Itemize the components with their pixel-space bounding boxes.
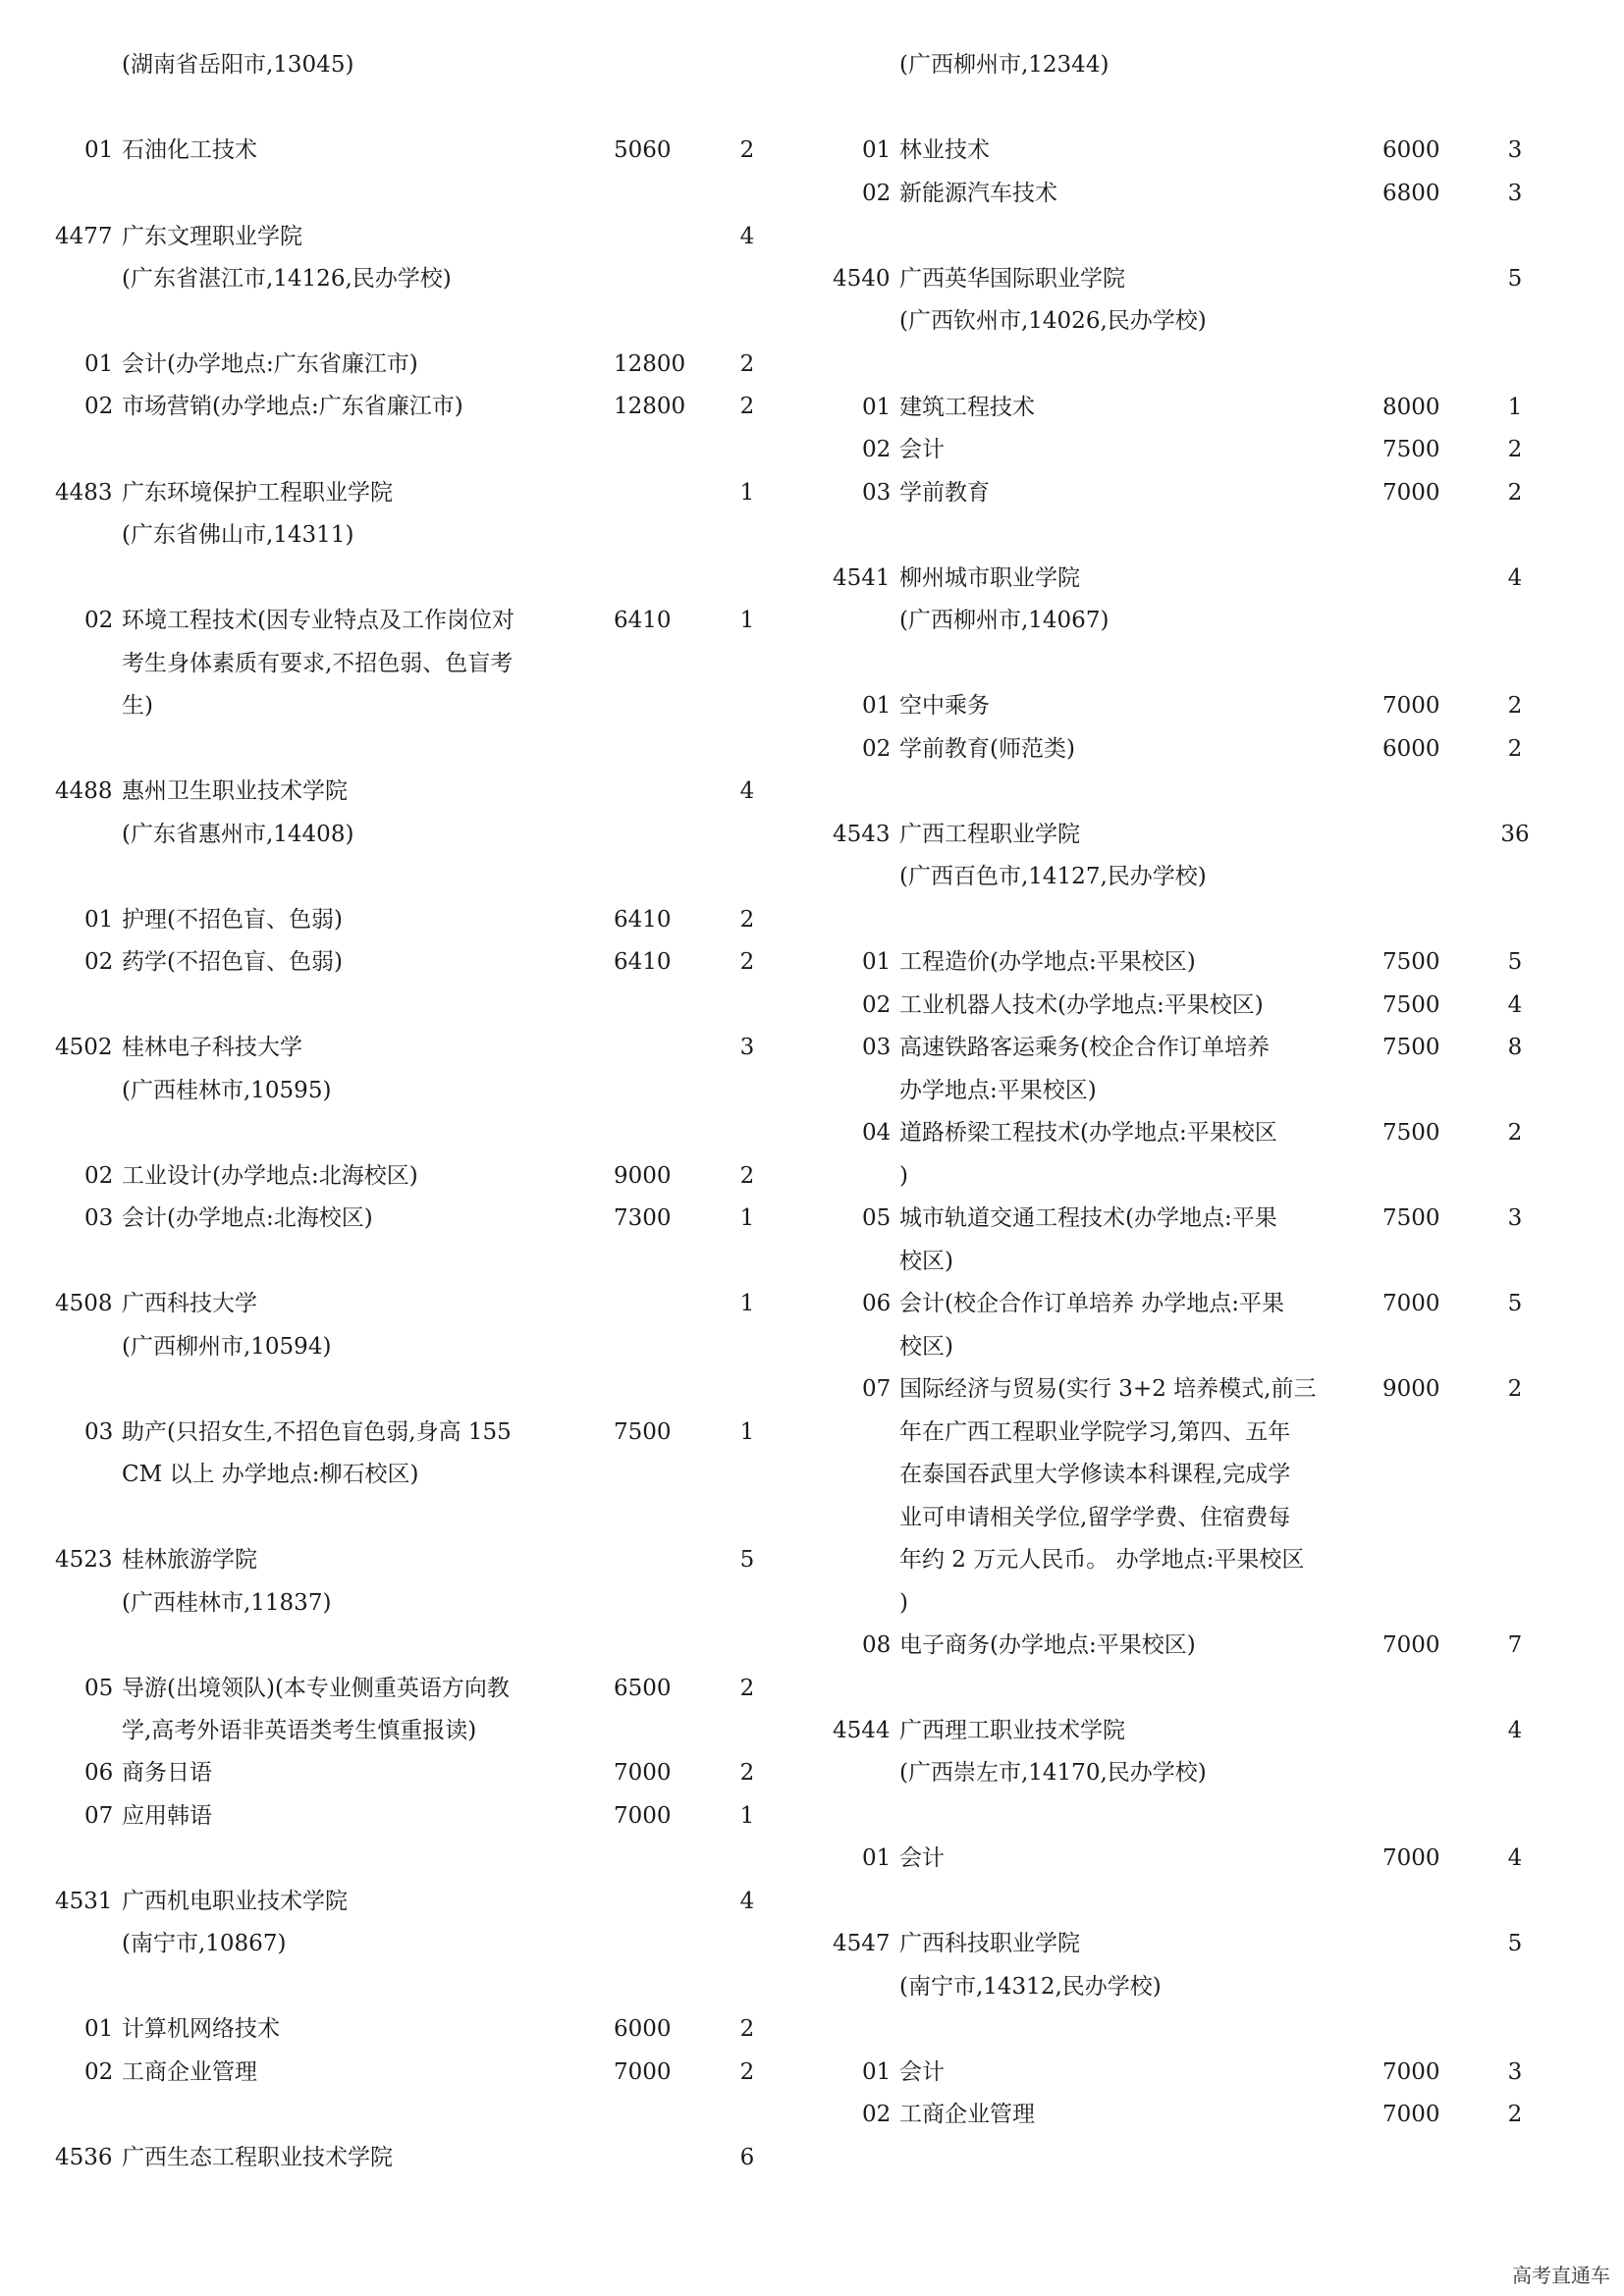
major-number: 02	[862, 736, 892, 762]
school-location	[833, 1758, 1559, 1788]
tuition-fee: 6410	[614, 949, 672, 975]
major-number: 03	[84, 1205, 114, 1231]
continuation-line	[833, 1503, 1559, 1532]
major-row	[55, 392, 772, 421]
major-name: 国际经济与贸易(实行 3+2 培养模式,前三	[899, 1376, 1317, 1402]
major-name: 助产(只招女生,不招色盲色弱,身高 155	[122, 1419, 512, 1445]
major-row	[833, 2100, 1559, 2129]
school-code: 4541	[833, 565, 891, 591]
tuition-fee: 7000	[614, 1803, 672, 1829]
location-text: (广西柳州市,14067)	[899, 608, 1110, 633]
major-number: 02	[862, 2102, 892, 2127]
major-name: 会计(办学地点:北海校区)	[122, 1205, 373, 1231]
school-quota: 1	[739, 1291, 755, 1316]
major-number: 02	[862, 181, 892, 206]
major-row	[833, 691, 1559, 721]
location-text: (南宁市,14312,民办学校)	[899, 1974, 1162, 2000]
major-row	[55, 135, 772, 165]
major-number: 07	[84, 1803, 114, 1829]
tuition-fee: 6800	[1382, 181, 1440, 206]
major-quota: 3	[1507, 2059, 1523, 2085]
school-name: 桂林旅游学院	[122, 1547, 257, 1573]
major-row	[833, 734, 1559, 764]
school-code: 4536	[55, 2145, 113, 2170]
major-name: 学前教育	[899, 480, 990, 506]
major-name: 新能源汽车技术	[899, 181, 1057, 206]
continuation-text: 年在广西工程职业学院学习,第四、五年	[899, 1419, 1291, 1445]
school-name: 桂林电子科技大学	[122, 1035, 302, 1060]
major-name: 建筑工程技术	[899, 395, 1035, 420]
tuition-fee: 9000	[614, 1163, 672, 1189]
school-row	[55, 222, 772, 251]
major-row	[55, 606, 772, 635]
school-row	[55, 1289, 772, 1318]
major-name: 会计	[899, 1845, 945, 1871]
school-row	[55, 478, 772, 507]
major-row	[55, 2014, 772, 2044]
school-location	[55, 1076, 772, 1105]
tuition-fee: 7500	[1382, 1035, 1440, 1060]
school-code: 4488	[55, 778, 113, 804]
school-row	[833, 820, 1559, 849]
school-row	[833, 264, 1559, 294]
school-code: 4502	[55, 1035, 113, 1060]
major-number: 03	[862, 1035, 892, 1060]
major-quota: 2	[739, 907, 755, 933]
school-code: 4508	[55, 1291, 113, 1316]
major-row	[833, 1374, 1559, 1404]
tuition-fee: 7500	[1382, 949, 1440, 975]
major-name: 商务日语	[122, 1760, 212, 1786]
major-quota: 1	[739, 1205, 755, 1231]
major-row	[55, 349, 772, 379]
major-quota: 2	[1507, 1376, 1523, 1402]
tuition-fee: 7500	[614, 1419, 672, 1445]
major-row	[55, 1417, 772, 1447]
major-name: 高速铁路客运乘务(校企合作订单培养	[899, 1035, 1270, 1060]
major-quota: 8	[1507, 1035, 1523, 1060]
major-number: 03	[84, 1419, 114, 1445]
major-number: 05	[862, 1205, 892, 1231]
school-location	[55, 820, 772, 849]
major-row	[55, 1203, 772, 1233]
watermark: 高考直通车	[1512, 2264, 1610, 2287]
major-quota: 2	[739, 1163, 755, 1189]
major-quota: 3	[1507, 137, 1523, 163]
major-name: 会计	[899, 437, 945, 462]
major-quota: 1	[739, 1803, 755, 1829]
school-code: 4544	[833, 1718, 891, 1743]
tuition-fee: 7000	[1382, 1632, 1440, 1658]
major-name: 工商企业管理	[899, 2102, 1035, 2127]
tuition-fee: 7000	[614, 2059, 672, 2085]
tuition-fee: 7300	[614, 1205, 672, 1231]
major-row	[833, 1203, 1559, 1233]
major-name: 石油化工技术	[122, 137, 257, 163]
major-row	[833, 990, 1559, 1020]
location-text: (广西柳州市,12344)	[899, 52, 1110, 78]
school-location	[55, 1332, 772, 1362]
major-name: 林业技术	[899, 137, 990, 163]
school-name: 广西科技职业学院	[899, 1931, 1080, 1956]
school-location	[833, 50, 1559, 80]
tuition-fee: 7000	[1382, 693, 1440, 719]
location-text: (南宁市,10867)	[122, 1931, 287, 1956]
major-quota: 1	[739, 1419, 755, 1445]
major-name: 导游(出境领队)(本专业侧重英语方向教	[122, 1676, 510, 1701]
major-name: 药学(不招色盲、色弱)	[122, 949, 343, 975]
major-number: 04	[862, 1120, 892, 1146]
major-name: 工业机器人技术(办学地点:平果校区)	[899, 992, 1264, 1018]
school-code: 4547	[833, 1931, 891, 1956]
school-quota: 4	[1507, 1718, 1523, 1743]
tuition-fee: 6000	[1382, 736, 1440, 762]
school-location	[55, 1588, 772, 1618]
tuition-fee: 5060	[614, 137, 672, 163]
continuation-line	[833, 1161, 1559, 1191]
location-text: (广东省佛山市,14311)	[122, 522, 354, 548]
school-location	[55, 1929, 772, 1958]
major-number: 02	[84, 2059, 114, 2085]
major-quota: 3	[1507, 1205, 1523, 1231]
continuation-line	[55, 1460, 772, 1489]
major-quota: 4	[1507, 992, 1523, 1018]
major-number: 01	[84, 351, 114, 377]
school-name: 广西生态工程职业技术学院	[122, 2145, 393, 2170]
major-name: 会计	[899, 2059, 945, 2085]
continuation-text: 生)	[122, 693, 153, 719]
location-text: (湖南省岳阳市,13045)	[122, 52, 354, 78]
location-text: (广西钦州市,14026,民办学校)	[899, 308, 1207, 334]
school-quota: 6	[739, 2145, 755, 2170]
school-code: 4543	[833, 822, 891, 847]
tuition-fee: 6410	[614, 907, 672, 933]
continuation-text: )	[899, 1590, 908, 1616]
major-quota: 2	[739, 1676, 755, 1701]
major-quota: 2	[739, 351, 755, 377]
continuation-text: 校区)	[899, 1249, 953, 1274]
tuition-fee: 6000	[614, 2016, 672, 2042]
continuation-line	[833, 1545, 1559, 1575]
major-quota: 2	[739, 2016, 755, 2042]
location-text: (广东省惠州市,14408)	[122, 822, 354, 847]
school-quota: 1	[739, 480, 755, 506]
major-quota: 2	[1507, 693, 1523, 719]
major-number: 02	[862, 437, 892, 462]
major-row	[833, 2057, 1559, 2087]
school-code: 4531	[55, 1889, 113, 1914]
school-name: 广西机电职业技术学院	[122, 1889, 348, 1914]
major-quota: 1	[1507, 395, 1523, 420]
school-row	[55, 776, 772, 806]
major-quota: 1	[739, 608, 755, 633]
major-number: 03	[862, 480, 892, 506]
major-name: 计算机网络技术	[122, 2016, 280, 2042]
school-row	[833, 1716, 1559, 1745]
school-row	[833, 1929, 1559, 1958]
continuation-text: )	[899, 1163, 908, 1189]
major-row	[833, 1843, 1559, 1873]
location-text: (广西崇左市,14170,民办学校)	[899, 1760, 1207, 1786]
school-row	[55, 1545, 772, 1575]
school-name: 广东文理职业学院	[122, 224, 302, 249]
major-row	[833, 393, 1559, 422]
school-quota: 5	[1507, 1931, 1523, 1956]
major-number: 01	[862, 1845, 892, 1871]
tuition-fee: 7500	[1382, 1205, 1440, 1231]
major-row	[833, 947, 1559, 977]
school-code: 4477	[55, 224, 113, 249]
major-row	[833, 478, 1559, 507]
major-name: 道路桥梁工程技术(办学地点:平果校区	[899, 1120, 1277, 1146]
school-row	[55, 1887, 772, 1916]
major-quota: 2	[1507, 480, 1523, 506]
major-number: 02	[84, 394, 114, 419]
school-quota: 4	[739, 1889, 755, 1914]
continuation-text: 学,高考外语非英语类考生慎重报读)	[122, 1718, 477, 1743]
major-row	[55, 1161, 772, 1191]
continuation-line	[55, 649, 772, 678]
major-row	[55, 1801, 772, 1831]
major-number: 08	[862, 1632, 892, 1658]
tuition-fee: 9000	[1382, 1376, 1440, 1402]
major-row	[833, 1630, 1559, 1660]
school-name: 广西理工职业技术学院	[899, 1718, 1125, 1743]
major-name: 环境工程技术(因专业特点及工作岗位对	[122, 608, 514, 633]
school-name: 广西工程职业学院	[899, 822, 1080, 847]
school-quota: 4	[739, 778, 755, 804]
major-name: 工业设计(办学地点:北海校区)	[122, 1163, 418, 1189]
major-number: 01	[84, 907, 114, 933]
major-number: 06	[84, 1760, 114, 1786]
school-row	[55, 1033, 772, 1062]
school-location	[55, 264, 772, 294]
major-name: 市场营销(办学地点:广东省廉江市)	[122, 394, 463, 419]
tuition-fee: 7000	[1382, 1845, 1440, 1871]
continuation-text: 校区)	[899, 1334, 953, 1360]
school-name: 广西科技大学	[122, 1291, 257, 1316]
school-quota: 5	[1507, 266, 1523, 292]
major-name: 空中乘务	[899, 693, 990, 719]
major-row	[55, 947, 772, 977]
major-row	[833, 1118, 1559, 1148]
major-name: 城市轨道交通工程技术(办学地点:平果	[899, 1205, 1277, 1231]
school-code: 4483	[55, 480, 113, 506]
tuition-fee: 6000	[1382, 137, 1440, 163]
major-number: 01	[862, 949, 892, 975]
major-row	[55, 2057, 772, 2087]
tuition-fee: 7000	[1382, 2059, 1440, 2085]
school-name: 惠州卫生职业技术学院	[122, 778, 348, 804]
school-location	[833, 1972, 1559, 2002]
major-number: 01	[84, 2016, 114, 2042]
major-quota: 2	[1507, 2102, 1523, 2127]
major-quota: 2	[739, 137, 755, 163]
continuation-line	[55, 1716, 772, 1745]
tuition-fee: 7000	[1382, 480, 1440, 506]
major-name: 会计(办学地点:广东省廉江市)	[122, 351, 418, 377]
continuation-text: 办学地点:平果校区)	[899, 1078, 1097, 1103]
major-name: 学前教育(师范类)	[899, 736, 1075, 762]
major-number: 02	[84, 608, 114, 633]
school-location	[833, 606, 1559, 635]
major-quota: 2	[739, 394, 755, 419]
major-quota: 2	[739, 1760, 755, 1786]
school-name: 柳州城市职业学院	[899, 565, 1080, 591]
major-name: 会计(校企合作订单培养 办学地点:平果	[899, 1291, 1285, 1316]
school-location	[55, 520, 772, 550]
school-code: 4523	[55, 1547, 113, 1573]
school-quota: 4	[1507, 565, 1523, 591]
major-row	[833, 435, 1559, 464]
school-row	[833, 563, 1559, 593]
major-number: 01	[862, 2059, 892, 2085]
major-row	[833, 179, 1559, 208]
school-location	[833, 306, 1559, 336]
major-number: 05	[84, 1676, 114, 1701]
major-number: 02	[862, 992, 892, 1018]
tuition-fee: 8000	[1382, 395, 1440, 420]
tuition-fee: 7500	[1382, 992, 1440, 1018]
major-row	[55, 1758, 772, 1788]
continuation-line	[833, 1460, 1559, 1489]
tuition-fee: 7500	[1382, 1120, 1440, 1146]
major-quota: 5	[1507, 949, 1523, 975]
tuition-fee: 12800	[614, 394, 686, 419]
major-quota: 3	[1507, 181, 1523, 206]
major-row	[55, 905, 772, 934]
major-quota: 2	[739, 949, 755, 975]
tuition-fee: 7000	[614, 1760, 672, 1786]
major-row	[833, 135, 1559, 165]
major-quota: 5	[1507, 1291, 1523, 1316]
school-location	[833, 862, 1559, 891]
continuation-text: 在泰国吞武里大学修读本科课程,完成学	[899, 1462, 1291, 1487]
major-row	[55, 1674, 772, 1703]
continuation-text: 年约 2 万元人民币。 办学地点:平果校区	[899, 1547, 1305, 1573]
school-location	[55, 50, 772, 80]
major-quota: 7	[1507, 1632, 1523, 1658]
major-name: 护理(不招色盲、色弱)	[122, 907, 343, 933]
continuation-text: CM 以上 办学地点:柳石校区)	[122, 1462, 419, 1487]
major-number: 01	[862, 137, 892, 163]
tuition-fee: 6410	[614, 608, 672, 633]
tuition-fee: 12800	[614, 351, 686, 377]
school-name: 广西英华国际职业学院	[899, 266, 1125, 292]
major-number: 01	[862, 693, 892, 719]
major-quota: 2	[739, 2059, 755, 2085]
continuation-text: 考生身体素质有要求,不招色弱、色盲考	[122, 651, 514, 676]
continuation-line	[833, 1247, 1559, 1276]
major-number: 02	[84, 949, 114, 975]
school-code: 4540	[833, 266, 891, 292]
tuition-fee: 7000	[1382, 2102, 1440, 2127]
major-number: 06	[862, 1291, 892, 1316]
school-name: 广东环境保护工程职业学院	[122, 480, 393, 506]
continuation-line	[833, 1588, 1559, 1618]
location-text: (广西桂林市,10595)	[122, 1078, 332, 1103]
major-quota: 2	[1507, 1120, 1523, 1146]
major-name: 工程造价(办学地点:平果校区)	[899, 949, 1196, 975]
location-text: (广西百色市,14127,民办学校)	[899, 864, 1207, 889]
continuation-line	[833, 1332, 1559, 1362]
continuation-text: 业可申请相关学位,留学学费、住宿费每	[899, 1505, 1291, 1530]
major-quota: 2	[1507, 437, 1523, 462]
location-text: (广东省湛江市,14126,民办学校)	[122, 266, 452, 292]
school-quota: 3	[739, 1035, 755, 1060]
tuition-fee: 7000	[1382, 1291, 1440, 1316]
major-number: 02	[84, 1163, 114, 1189]
major-row	[833, 1289, 1559, 1318]
continuation-line	[833, 1076, 1559, 1105]
major-number: 01	[84, 137, 114, 163]
school-quota: 36	[1500, 822, 1530, 847]
tuition-fee: 7500	[1382, 437, 1440, 462]
major-number: 07	[862, 1376, 892, 1402]
continuation-line	[833, 1417, 1559, 1447]
major-name: 电子商务(办学地点:平果校区)	[899, 1632, 1196, 1658]
major-quota: 4	[1507, 1845, 1523, 1871]
major-number: 01	[862, 395, 892, 420]
major-name: 工商企业管理	[122, 2059, 257, 2085]
major-name: 应用韩语	[122, 1803, 212, 1829]
school-quota: 4	[739, 224, 755, 249]
tuition-fee: 6500	[614, 1676, 672, 1701]
location-text: (广西桂林市,11837)	[122, 1590, 332, 1616]
major-row	[833, 1033, 1559, 1062]
school-quota: 5	[739, 1547, 755, 1573]
location-text: (广西柳州市,10594)	[122, 1334, 332, 1360]
continuation-line	[55, 691, 772, 721]
major-quota: 2	[1507, 736, 1523, 762]
school-row	[55, 2143, 772, 2172]
